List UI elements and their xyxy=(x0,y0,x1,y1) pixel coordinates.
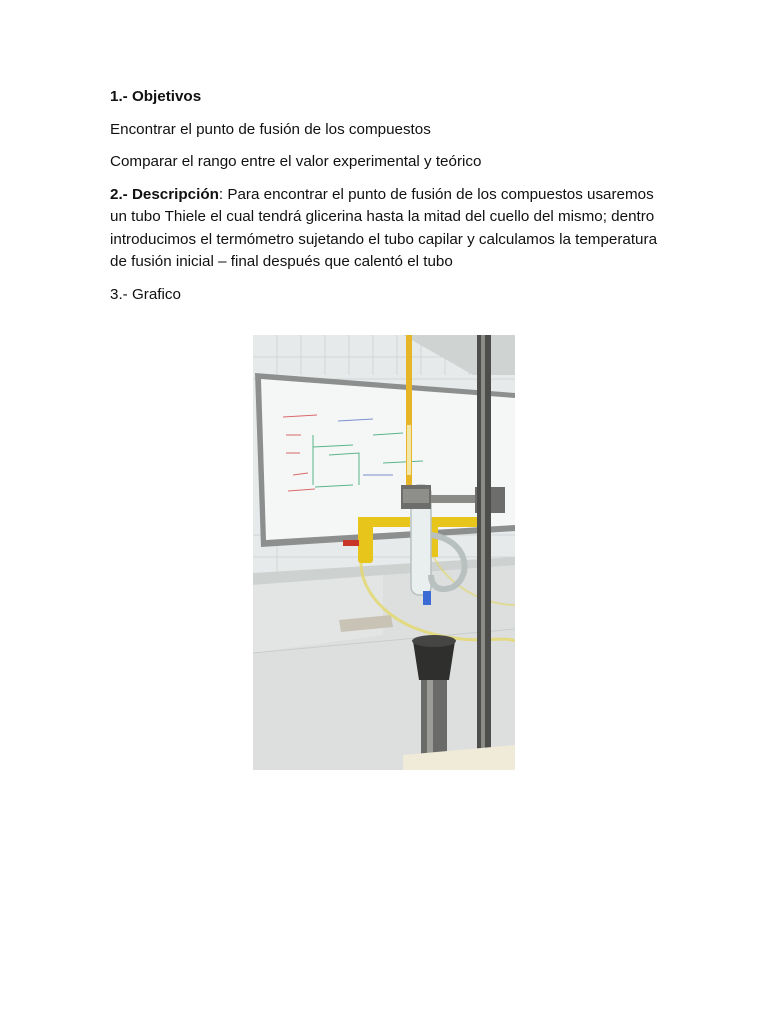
lab-setup-photo xyxy=(253,335,515,770)
document-body xyxy=(110,86,670,316)
description-body: Para encontrar el punto de fusión de los compuestos usaremos un tubo Thiele el cual tendrá glicerina hasta la mitad del cuello del mismo; dentro introducimos el termómetro sujetando el tubo capilar y calculamos la temperatura de fusión inicial – final después que calentó el tubo xyxy=(110,185,658,270)
objective-1: Encontrar el punto de fusión de los compuestos xyxy=(110,120,431,138)
graphic-heading: 3.- Grafico xyxy=(110,285,181,303)
description-separator: : xyxy=(218,185,224,203)
objective-2: Comparar el rango entre el valor experimental y teórico xyxy=(110,153,482,170)
description-paragraph xyxy=(110,184,670,274)
objectives-heading: 1.- Objetivos xyxy=(110,88,202,105)
description-heading: 2.- Descripción xyxy=(110,185,219,203)
